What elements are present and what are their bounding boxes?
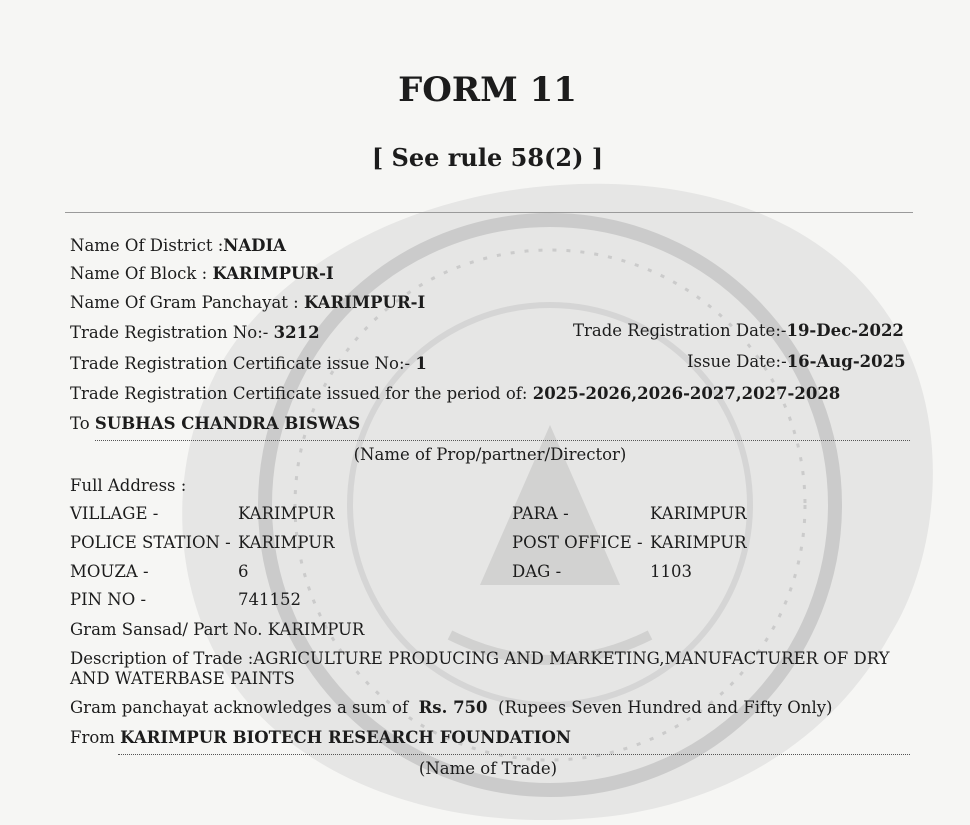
district-line: Name Of District :NADIA bbox=[70, 236, 286, 255]
trade-dotted-line bbox=[118, 754, 910, 755]
registration-number-line: Trade Registration No:- 3212 bbox=[70, 323, 320, 342]
recipient-name: SUBHAS CHANDRA BISWAS bbox=[94, 414, 361, 433]
post-office-value: KARIMPUR bbox=[650, 533, 747, 552]
issue-date-value: 16-Aug-2025 bbox=[786, 352, 906, 371]
trade-name-caption: (Name of Trade) bbox=[418, 759, 558, 778]
rule-reference: [ See rule 58(2) ] bbox=[371, 143, 604, 172]
period-value: 2025-2026,2026-2027,2027-2028 bbox=[532, 384, 841, 403]
para-value: KARIMPUR bbox=[650, 504, 747, 523]
mouza-value: 6 bbox=[238, 562, 249, 581]
issue-date-line: Issue Date:-16-Aug-2025 bbox=[687, 352, 906, 371]
from-line: From KARIMPUR BIOTECH RESEARCH FOUNDATION bbox=[70, 728, 571, 747]
gram-panchayat-value: KARIMPUR-I bbox=[303, 293, 426, 312]
gram-sansad-line: Gram Sansad/ Part No. KARIMPUR bbox=[70, 620, 365, 639]
trade-description-value: AGRICULTURE PRODUCING AND MARKETING,MANUFACTURER OF DRY bbox=[253, 649, 890, 668]
trade-name-value: KARIMPUR BIOTECH RESEARCH FOUNDATION bbox=[120, 728, 571, 747]
trade-description-line2: AND WATERBASE PAINTS bbox=[70, 669, 295, 688]
recipient-line: To SUBHAS CHANDRA BISWAS bbox=[70, 414, 361, 433]
police-station-label: POLICE STATION - bbox=[70, 533, 231, 552]
pin-label: PIN NO - bbox=[70, 590, 147, 609]
period-line: Trade Registration Certificate issued for the period of: 2025-2026,2026-2027,2027-2028 bbox=[70, 384, 841, 403]
full-address-heading: Full Address : bbox=[70, 476, 187, 495]
district-value: NADIA bbox=[223, 236, 286, 255]
dag-value: 1103 bbox=[650, 562, 692, 581]
form-title: FORM 11 bbox=[398, 70, 577, 110]
police-station-value: KARIMPUR bbox=[238, 533, 335, 552]
recipient-dotted-line bbox=[95, 440, 910, 441]
block-value: KARIMPUR-I bbox=[212, 264, 334, 283]
registration-date-value: 19-Dec-2022 bbox=[786, 321, 904, 340]
dag-label: DAG - bbox=[512, 562, 562, 581]
gram-panchayat-line: Name Of Gram Panchayat : KARIMPUR-I bbox=[70, 293, 426, 312]
acknowledgement-line: Gram panchayat acknowledges a sum of Rs. 750 (Rupees Seven Hundred and Fifty Only) bbox=[70, 698, 833, 717]
pin-value: 741152 bbox=[238, 590, 301, 609]
mouza-label: MOUZA - bbox=[70, 562, 149, 581]
gram-sansad-value: KARIMPUR bbox=[267, 620, 365, 639]
registration-date-line: Trade Registration Date:-19-Dec-2022 bbox=[573, 321, 904, 340]
recipient-caption: (Name of Prop/partner/Director) bbox=[353, 445, 627, 464]
post-office-label: POST OFFICE - bbox=[512, 533, 643, 552]
block-line: Name Of Block : KARIMPUR-I bbox=[70, 264, 334, 283]
certificate-number-line: Trade Registration Certificate issue No:- 1 bbox=[70, 354, 427, 373]
village-value: KARIMPUR bbox=[238, 504, 335, 523]
village-label: VILLAGE - bbox=[70, 504, 159, 523]
amount-value: Rs. 750 bbox=[418, 698, 488, 717]
certificate-number-value: 1 bbox=[415, 354, 427, 373]
registration-number-value: 3212 bbox=[273, 323, 320, 342]
trade-description-line1: Description of Trade :AGRICULTURE PRODUCING AND MARKETING,MANUFACTURER OF DRY bbox=[70, 649, 890, 668]
amount-in-words: (Rupees Seven Hundred and Fifty Only) bbox=[498, 698, 833, 717]
para-label: PARA - bbox=[512, 504, 569, 523]
header-divider bbox=[65, 212, 913, 213]
